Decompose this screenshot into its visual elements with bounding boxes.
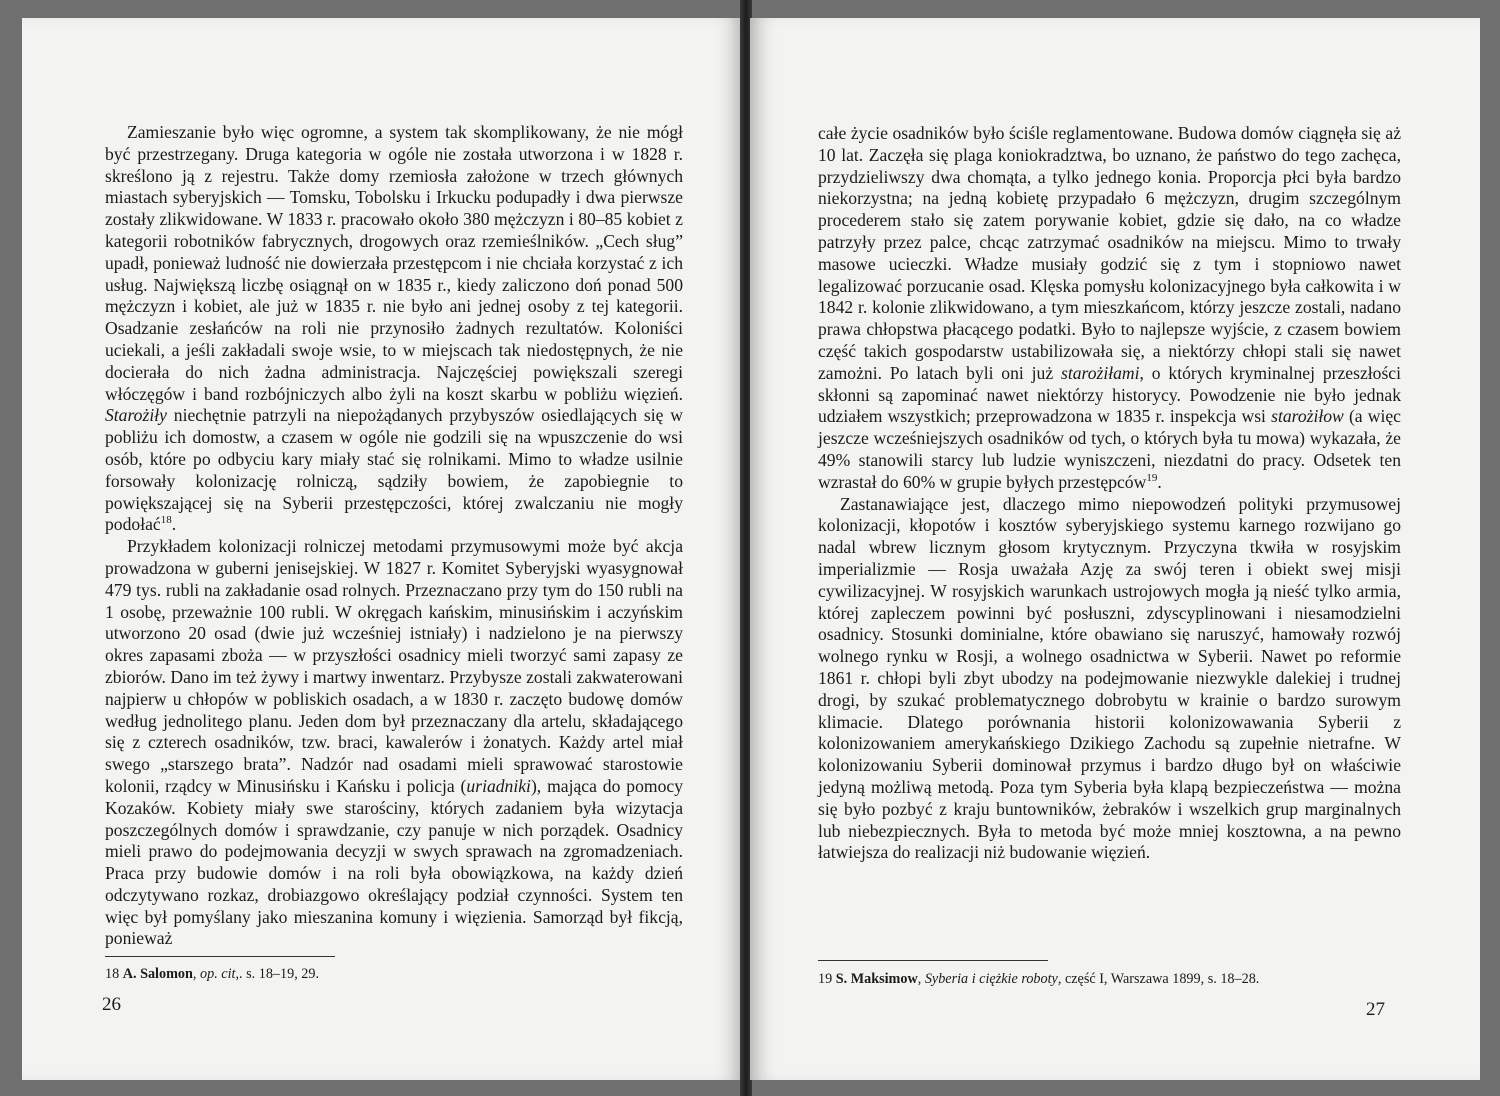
italic-term: uriadniki — [466, 775, 531, 796]
footnote-ref-mark: 19 — [1146, 471, 1158, 484]
footnote-author: S. Maksimow — [835, 971, 918, 987]
footnote-rule — [818, 960, 1048, 961]
left-body-text — [105, 122, 683, 950]
footnote-pages: ,. s. 18–19, 29. — [235, 966, 320, 982]
paragraph: całe życie osadników było ściśle reglamentowane. Budowa domów ciągnęła się aż 10 lat. Zaczęła się plaga koniokradztwa, bo uznano, że państwo do tego zachęca, przydzieliwszy dwa chomąta, a tylko jednego konia. Proporcja płci była bardzo niekorzystna; na jedną kobietę przypadało 6 mężczyzn, drugim szczególnym procederem stało się zatem porywanie kobiet, gdzie się dało, na co władze patrzyły przez palce, chcąc zatrzymać osadników na miejscu. Mimo to trwały masowe ucieczki. Władze musiały godzić się z tym i stopniowo nawet legalizować porzucanie osad. Klęska pomysłu kolonizacyjnego była całkowita i w 1842 r. kolonie zlikwidowano, a tym mieszkańcom, którzy jeszcze zostali, nadano prawa chłopstwa płacącego podatki. Było to najlepsze wyjście, z czasem bowiem część takich gospodarstw ustabilizowała się, a niektórzy chłopi stali się nawet zamożni. Po latach byli oni już starożiłami, o których kryminalnej przeszłości skłonni są zapominać nawet niektórzy historycy. Powodzenie nie było jednak udziałem wszystkich; przeprowadzona w 1835 r. inspekcja wsi starożiłow (a więc jeszcze wcześniejszych osadników od tych, o których była tu mowa) wykazała, że 49% stanowili starcy lub ludzie wyniszczeni, niezdatni do pracy. Odsetek ten wzrastał do 60% w grupie byłych przestępców$^{19}$. — [818, 123, 1401, 492]
paragraph: Zastanawiające jest, dlaczego mimo niepowodzeń polityki przymusowej kolonizacji, kłopotów i kosztów syberyjskiego systemu karnego rozwijano go nadal wbrew licznym głosom krytycznym. Przyczyna tkwiła w rosyjskim imperializmie — Rosja uważała Azję za swój teren i obiekt swej misji cywilizacyjnej. W rosyjskich warunkach ustrojowych mogła ją nieść tylko armia, której zapleczem powinni być posłuszni, zdyscyplinowani i niesamodzielni osadnicy. Stosunki dominialne, które obawiano się naruszyć, hamowały rozwój wolnego rynku w Rosji, a wolnego osadnictwa w Syberii. Nawet po reformie 1861 r. chłopi byli zbyt ubodzy na podejmowanie niezwykle dalekiej i trudnej drogi, by szukać problematycznego dobrobytu w krainie o bardzo surowym klimacie. Dlatego porównania historii kolonizowawania Syberii z kolonizowaniem amerykańskiego Dzikiego Zachodu są zupełnie nietrafne. W kolonizowaniu Syberii dominował przymus i bardzo długo był on właściwie jedyną możliwą metodą. Poza tym Syberia była klapą bezpieczeństwa — można się było pozbyć z kraju buntowników, żebraków i wszelkich grup marginalnych lub niebezpiecznych. Była to metoda być może mniej kosztowna, a na pewno łatwiejsza do realizacji niż budowanie więzień. — [818, 493, 1401, 863]
right-page — [750, 18, 1480, 1080]
footnote-ref-mark: 18 — [160, 514, 172, 527]
footnote-19: 19 S. Maksimow, Syberia i ciężkie roboty, część I, Warszawa 1899, s. 18–28. — [818, 971, 1260, 987]
left-page — [22, 18, 742, 1080]
footnote-ref: op. cit — [200, 966, 236, 982]
italic-term: starożiłami — [1060, 362, 1140, 383]
paragraph: Przykładem kolonizacji rolniczej metodami przymusowymi może być akcja prowadzona w guberni jenisejskiej. W 1827 r. Komitet Syberyjski wyasygnował 479 tys. rubli na zakładanie osad rolnych. Przeznaczano przy tym do 150 rubli na 1 osobę, przeważnie 100 rubli. W okręgach kańskim, minusińskim i aczyńskim utworzono 20 osad (dwie już wcześniej istniały) i nadzielono je na pierwszy okres zapasami zboża — w przyszłości osadnicy mieli tworzyć sami zapasy ze zbiorów. Dano im też żywy i martwy inwentarz. Przybysze zostali zakwaterowani najpierw u chłopów w pobliskich osadach, a w 1830 r. zaczęto budowę domów według jednolitego planu. Jeden dom był przeznaczany dla artelu, składającego się z czterech osadników, tzw. braci, kawalerów i żonatych. Każdy artel miał swego „starszego brata”. Nadzór nad osadami mieli sprawować starostowie kolonii, rządcy w Minusińsku i Kańsku i policja (uriadniki), mająca do pomocy Kozaków. Kobiety miały swe starościny, których zadaniem była wizytacja poszczególnych domów i sprawdzanie, czy panuje w nich porządek. Osadnicy mieli prawo do podejmowania decyzji w swych sprawach na zgromadzeniach. Praca przy budowie domów i na roli była obowiązkowa, na każdy dzień odczytywano rozkaz, drobiazgowo określający podział czynności. System ten więc był pomyślany jako mieszanina komuny i więzienia. Samorząd był fikcją, ponieważ — [105, 536, 683, 949]
italic-term: Starożiły — [105, 405, 167, 426]
footnote-rule — [105, 956, 335, 957]
footnote-18: 18 A. Salomon, op. cit,. s. 18–19, 29. — [105, 966, 320, 982]
italic-term: starożiłow — [1271, 406, 1344, 427]
page-number-right: 27 — [1366, 999, 1385, 1020]
right-body-text — [818, 123, 1401, 864]
footnote-number: 18 — [105, 966, 120, 982]
footnote-pages: , część I, Warszawa 1899, s. 18–28. — [1057, 971, 1260, 987]
footnote-title: Syberia i ciężkie roboty — [924, 971, 1058, 987]
page-number-left: 26 — [102, 994, 121, 1015]
footnote-number: 19 — [818, 971, 833, 987]
paragraph: Zamieszanie było więc ogromne, a system tak skomplikowany, że nie mógł być przestrzegany. Druga kategoria w ogóle nie została utworzona i w 1828 r. skreślono ją z rejestru. Także domy rzemiosła założone w trzech głównych miastach syberyjskich — Tomsku, Tobolsku i Irkucku podupadły i dwa pierwsze zostały zlikwidowane. W 1833 r. pracowało około 380 mężczyzn i 80–85 kobiet z kategorii robotników fabrycznych, drogowych oraz rzemieślników. „Cech sług” upadł, ponieważ ludność nie dowierzała przestępcom i nie chciała korzystać z ich usług. Największą liczbę osiągnął on w 1835 r., kiedy zaliczono doń ponad 500 mężczyzn i kobiet, ale już w 1835 r. nie było ani jednej osoby z tej kategorii. Osadzanie zesłańców na roli nie przynosiło żadnych rezultatów. Koloniści uciekali, a jeśli zakładali swoje wsie, to w miejscach tak niedostępnych, że nie docierała do nich żadna administracja. Najczęściej powiększali szeregi włóczęgów i band rozbójniczych albo żyli na koszt skarbu w pobliżu więzień. Starożiły niechętnie patrzyli na niepożądanych przybyszów osiedlających się w pobliżu ich domostw, a czasem w ogóle nie godzili się na wpuszczenie do wsi osób, które po odbyciu kary miały stać się rolnikami. Mimo to władze usilnie forsowały kolonizację rolniczą, sądziły bowiem, że zapobiegnie to powiększającej się na Syberii przestępczości, której zwalczaniu nie mogły podołać$^{18}$. — [105, 122, 683, 535]
footnote-author: A. Salomon — [122, 966, 193, 982]
